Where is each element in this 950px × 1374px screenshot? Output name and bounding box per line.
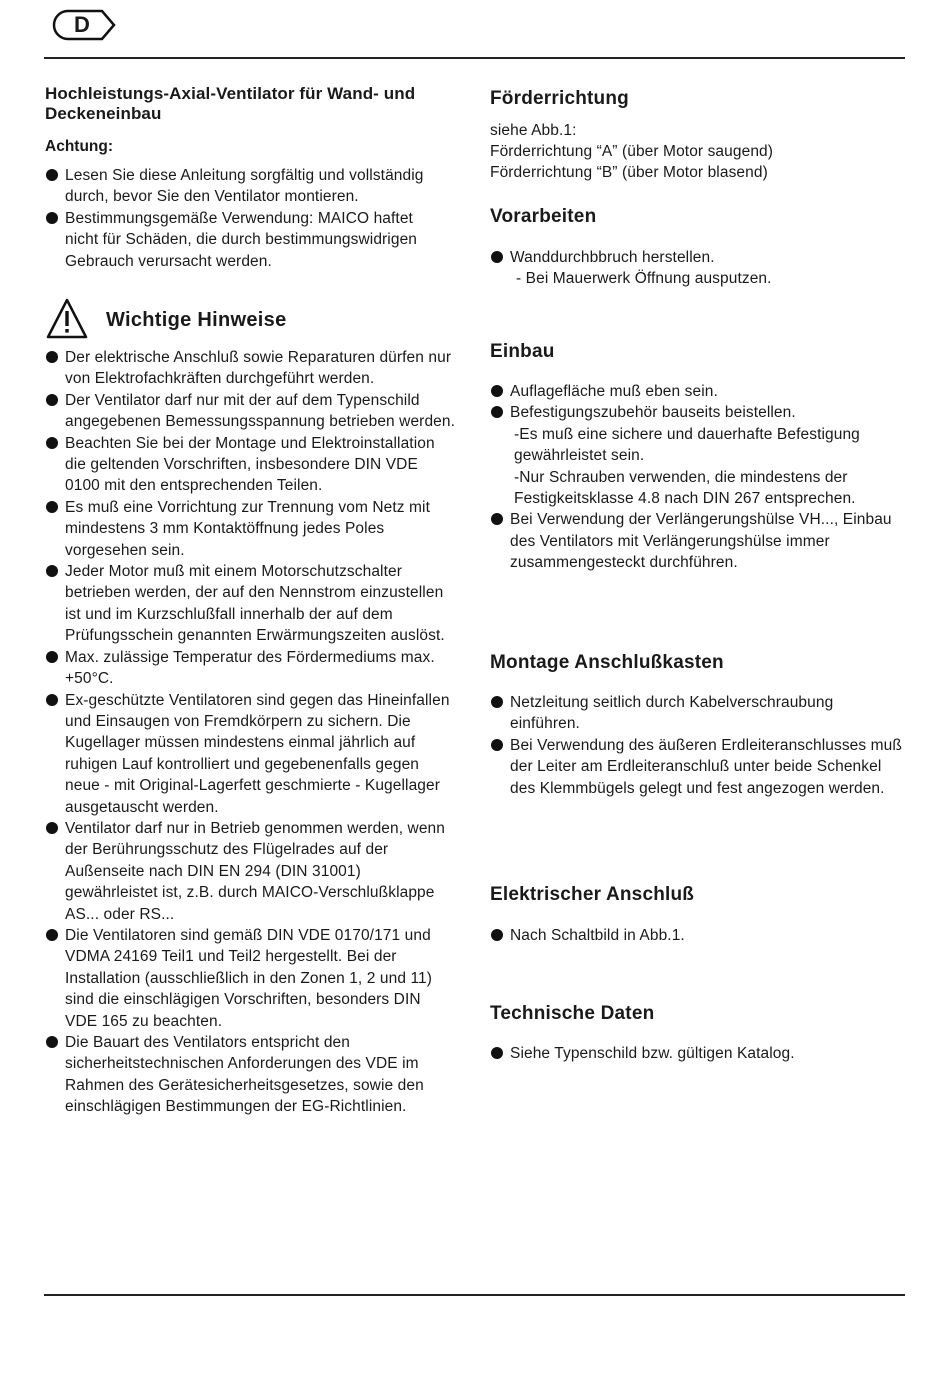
bullet-icon: [46, 394, 58, 406]
list-item: Ex-geschützte Ventilatoren sind gegen das Hineinfallen und Einsaugen von Fremdkörpern zu sichern. Die Kugellager müssen mindestens einmal jährlich auf ruhigen Lauf kontrolliert und gegebenenfalls gegen neue - mit Original-Lagerfett geschmierte - Kugellager ausgetauscht werden.: [45, 690, 455, 818]
bullet-icon: [46, 651, 58, 663]
list-item: Ventilator darf nur in Betrieb genommen werden, wenn der Berührungsschutz des Flügelrades auf der Außenseite nach DIN EN 294 (DIN 31001) gewährleistet ist, z.B. durch MAICO-Verschlußklappe AS... oder RS...: [45, 818, 455, 925]
elektrischer-anschluss-title: Elektrischer Anschluß: [490, 884, 695, 905]
bullet-icon: [46, 694, 58, 706]
list-item: Siehe Typenschild bzw. gültigen Katalog.: [490, 1043, 900, 1064]
list-item: Es muß eine Vorrichtung zur Trennung vom Netz mit mindestens 3 mm Kontaktöffnung jedes Poles vorgesehen sein.: [45, 497, 455, 561]
hinweise-list: [45, 347, 455, 1118]
bullet-icon: [46, 501, 58, 513]
bullet-icon: [46, 1036, 58, 1048]
list-item: Die Ventilatoren sind gemäß DIN VDE 0170/171 und VDMA 24169 Teil1 und Teil2 hergestellt. Bei der Installation (ausschließlich in den Zonen 1, 2 und 11) sind die einschlägigen Vorschriften, besonders DIN VDE 165 zu beachten.: [45, 925, 455, 1032]
list-item: Netzleitung seitlich durch Kabelverschraubung einführen.: [490, 692, 905, 735]
bullet-icon: [46, 437, 58, 449]
elektrischer-anschluss-list: [490, 925, 900, 946]
foerderrichtung-title: Förderrichtung: [490, 88, 629, 109]
achtung-list: [45, 165, 445, 272]
bullet-icon: [491, 696, 503, 708]
bullet-icon: [46, 169, 58, 181]
einbau-title: Einbau: [490, 341, 555, 362]
list-item: Beachten Sie bei der Montage und Elektroinstallation die geltenden Vorschriften, insbesondere DIN VDE 0100 mit den entsprechenden Teilen.: [45, 433, 455, 497]
list-item: Jeder Motor muß mit einem Motorschutzschalter betrieben werden, der auf den Nennstrom einzustellen ist und im Kurzschlußfall innerhalb der auf dem Prüfungsschein genannten Erwärmungszeiten auslöst.: [45, 561, 455, 647]
achtung-label: Achtung:: [45, 138, 114, 155]
vorarbeiten-title: Vorarbeiten: [490, 206, 597, 227]
bullet-icon: [491, 929, 503, 941]
list-item: Bei Verwendung der Verlängerungshülse VH..., Einbau des Ventilators mit Verlängerungshülse immer zusammengesteckt durchführen.: [490, 509, 900, 573]
bullet-icon: [46, 565, 58, 577]
technische-daten-list: [490, 1043, 900, 1064]
einbau-list: [490, 381, 900, 574]
hinweise-title: Wichtige Hinweise: [106, 309, 287, 331]
language-badge-label: D: [74, 12, 90, 37]
bullet-icon: [491, 385, 503, 397]
list-item: Auflagefläche muß eben sein.: [490, 381, 900, 402]
list-item: Befestigungszubehör bauseits beistellen. -Es muß eine sichere und dauerhafte Befestigung gewährleistet sein. -Nur Schrauben verwenden, die mindestens der Festigkeitsklasse 4.8 nach DIN 267 entsprechen.: [490, 402, 900, 509]
montage-list: [490, 692, 905, 799]
vorarbeiten-list: [490, 247, 900, 290]
bullet-icon: [491, 1047, 503, 1059]
list-item: Nach Schaltbild in Abb.1.: [490, 925, 900, 946]
bullet-icon: [491, 513, 503, 525]
list-item: Bestimmungsgemäße Verwendung: MAICO haftet nicht für Schäden, die durch bestimmungswidrigen Gebrauch verursacht werden.: [45, 208, 445, 272]
montage-title: Montage Anschlußkasten: [490, 652, 724, 673]
list-item: Der Ventilator darf nur mit der auf dem Typenschild angegebenen Bemessungsspannung betrieben werden.: [45, 390, 455, 433]
bullet-icon: [46, 929, 58, 941]
technische-daten-title: Technische Daten: [490, 1003, 655, 1024]
bullet-icon: [491, 406, 503, 418]
warning-triangle-icon: [45, 297, 89, 341]
list-item: Die Bauart des Ventilators entspricht den sicherheitstechnischen Anforderungen des VDE im Rahmen des Gerätesicherheitsgesetzes, sowie den einschlägigen Bestimmungen der EG-Richtlinien.: [45, 1032, 455, 1118]
document-title: Hochleistungs-Axial-Ventilator für Wand- und Deckeneinbau: [45, 84, 416, 123]
list-item: Bei Verwendung des äußeren Erdleiteranschlusses muß der Leiter am Erdleiteranschluß unter beide Schenkel des Klemmbügels gelegt und fest angezogen werden.: [490, 735, 905, 799]
foerderrichtung-text: siehe Abb.1: Förderrichtung “A” (über Motor saugend) Förderrichtung “B” (über Motor blasend): [490, 122, 774, 181]
list-item: Lesen Sie diese Anleitung sorgfältig und vollständig durch, bevor Sie den Ventilator montieren.: [45, 165, 445, 208]
bullet-icon: [491, 739, 503, 751]
bullet-icon: [46, 212, 58, 224]
bullet-icon: [491, 251, 503, 263]
language-badge: [50, 8, 118, 44]
bullet-icon: [46, 822, 58, 834]
list-item: Der elektrische Anschluß sowie Reparaturen dürfen nur von Elektrofachkräften durchgeführt werden.: [45, 347, 455, 390]
header-rule: [44, 57, 905, 59]
footer-rule: [44, 1294, 905, 1296]
bullet-icon: [46, 351, 58, 363]
list-item: Wanddurchbbruch herstellen. - Bei Mauerwerk Öffnung ausputzen.: [490, 247, 900, 290]
list-item: Max. zulässige Temperatur des Fördermediums max. +50°C.: [45, 647, 455, 690]
